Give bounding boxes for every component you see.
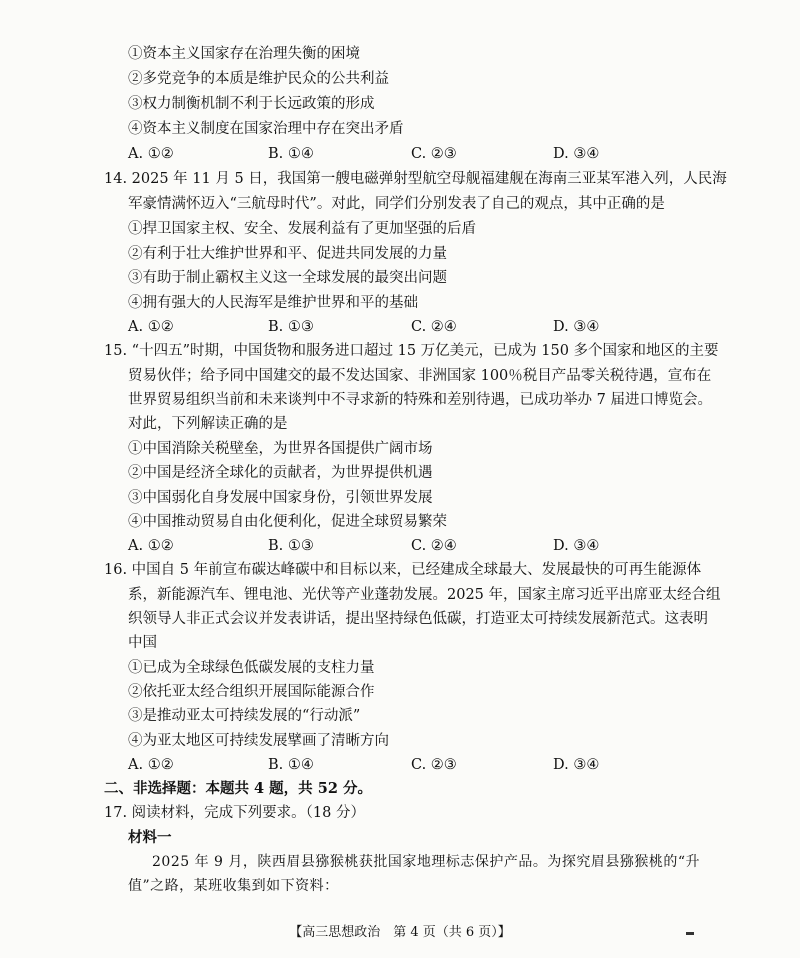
q14-stem-line-1: 14. 2025 年 11 月 5 日，我国第一艘电磁弹射型航空母舰福建舰在海南三亚某军港入列，人民海 <box>104 171 727 187</box>
scan-mark <box>686 932 694 935</box>
q16-stem-line-2: 系，新能源汽车、锂电池、光伏等产业蓬勃发展。2025 年，国家主席习近平出席亚太经合组 <box>128 587 721 603</box>
page-footer: 【高三思想政治 第 4 页（共 6 页）】 <box>289 925 511 940</box>
q13-item-2: ②多党竞争的本质是维护民众的公共利益 <box>128 71 389 87</box>
q13-item-3: ③权力制衡机制不利于长远政策的形成 <box>128 96 375 112</box>
q14-option-b: B. ①③ <box>268 319 314 335</box>
q17-material-line-2: 值”之路，某班收集到如下资料： <box>128 878 339 894</box>
q16-item-4: ④为亚太地区可持续发展擘画了清晰方向 <box>128 733 389 749</box>
q15-option-a: A. ①② <box>128 538 174 554</box>
q13-option-a: A. ①② <box>128 146 174 162</box>
q16-option-a: A. ①② <box>128 757 174 773</box>
q16-stem-line-3: 织领导人非正式会议并发表讲话，提出坚持绿色低碳，打造亚太可持续发展新范式。这表明 <box>128 611 708 627</box>
q17-material-title: 材料一 <box>128 829 172 846</box>
q16-item-2: ②依托亚太经合组织开展国际能源合作 <box>128 684 375 700</box>
q16-stem-line-4: 中国 <box>128 635 157 651</box>
q14-item-2: ②有利于壮大维护世界和平、促进共同发展的力量 <box>128 246 447 262</box>
q15-item-3: ③中国弱化自身发展中国家身份，引领世界发展 <box>128 490 433 506</box>
q15-item-2: ②中国是经济全球化的贡献者，为世界提供机遇 <box>128 465 433 481</box>
q17-stem: 17. 阅读材料，完成下列要求。（18 分） <box>104 805 365 821</box>
q15-stem-line-4: 对此，下列解读正确的是 <box>128 416 288 432</box>
q13-item-4: ④资本主义制度在国家治理中存在突出矛盾 <box>128 121 404 137</box>
q17-material-line-1: 2025 年 9 月，陕西眉县猕猴桃获批国家地理标志保护产品。为探究眉县猕猴桃的“升 <box>152 854 701 870</box>
q14-stem-line-2: 军豪情满怀迈入“三航母时代”。对此，同学们分别发表了自己的观点，其中正确的是 <box>128 196 665 212</box>
q13-option-c: C. ②③ <box>411 146 457 162</box>
q15-option-b: B. ①③ <box>268 538 314 554</box>
q16-option-d: D. ③④ <box>553 757 600 773</box>
q16-item-1: ①已成为全球绿色低碳发展的支柱力量 <box>128 660 375 676</box>
q14-option-d: D. ③④ <box>553 319 600 335</box>
q13-item-1: ①资本主义国家存在治理失衡的困境 <box>128 46 360 62</box>
q15-item-1: ①中国消除关税壁垒，为世界各国提供广阔市场 <box>128 441 433 457</box>
q14-item-4: ④拥有强大的人民海军是维护世界和平的基础 <box>128 295 418 311</box>
section-heading-nonchoice: 二、非选择题：本题共 4 题，共 52 分。 <box>104 780 372 797</box>
q14-item-1: ①捍卫国家主权、安全、发展利益有了更加坚强的后盾 <box>128 221 476 237</box>
q15-stem-line-1: 15. “十四五”时期，中国货物和服务进口超过 15 万亿美元，已成为 150 多个国家和地区的主要 <box>104 343 719 359</box>
q13-option-d: D. ③④ <box>553 146 600 162</box>
q14-option-a: A. ①② <box>128 319 174 335</box>
q14-option-c: C. ②④ <box>411 319 457 335</box>
q15-stem-line-3: 世界贸易组织当前和未来谈判中不寻求新的特殊和差别待遇，已成功举办 7 届进口博览会。 <box>128 392 712 408</box>
q16-item-3: ③是推动亚太可持续发展的“行动派” <box>128 708 361 724</box>
q16-option-b: B. ①④ <box>268 757 314 773</box>
q15-stem-line-2: 贸易伙伴；给予同中国建交的最不发达国家、非洲国家 100％税目产品零关税待遇，宣布在 <box>128 368 712 384</box>
q15-option-d: D. ③④ <box>553 538 600 554</box>
q15-item-4: ④中国推动贸易自由化便利化，促进全球贸易繁荣 <box>128 514 447 530</box>
q15-option-c: C. ②④ <box>411 538 457 554</box>
q14-item-3: ③有助于制止霸权主义这一全球发展的最突出问题 <box>128 270 447 286</box>
q16-stem-line-1: 16. 中国自 5 年前宣布碳达峰碳中和目标以来，已经建成全球最大、发展最快的可再生能源体 <box>104 562 702 578</box>
q13-option-b: B. ①④ <box>268 146 314 162</box>
q16-option-c: C. ②③ <box>411 757 457 773</box>
